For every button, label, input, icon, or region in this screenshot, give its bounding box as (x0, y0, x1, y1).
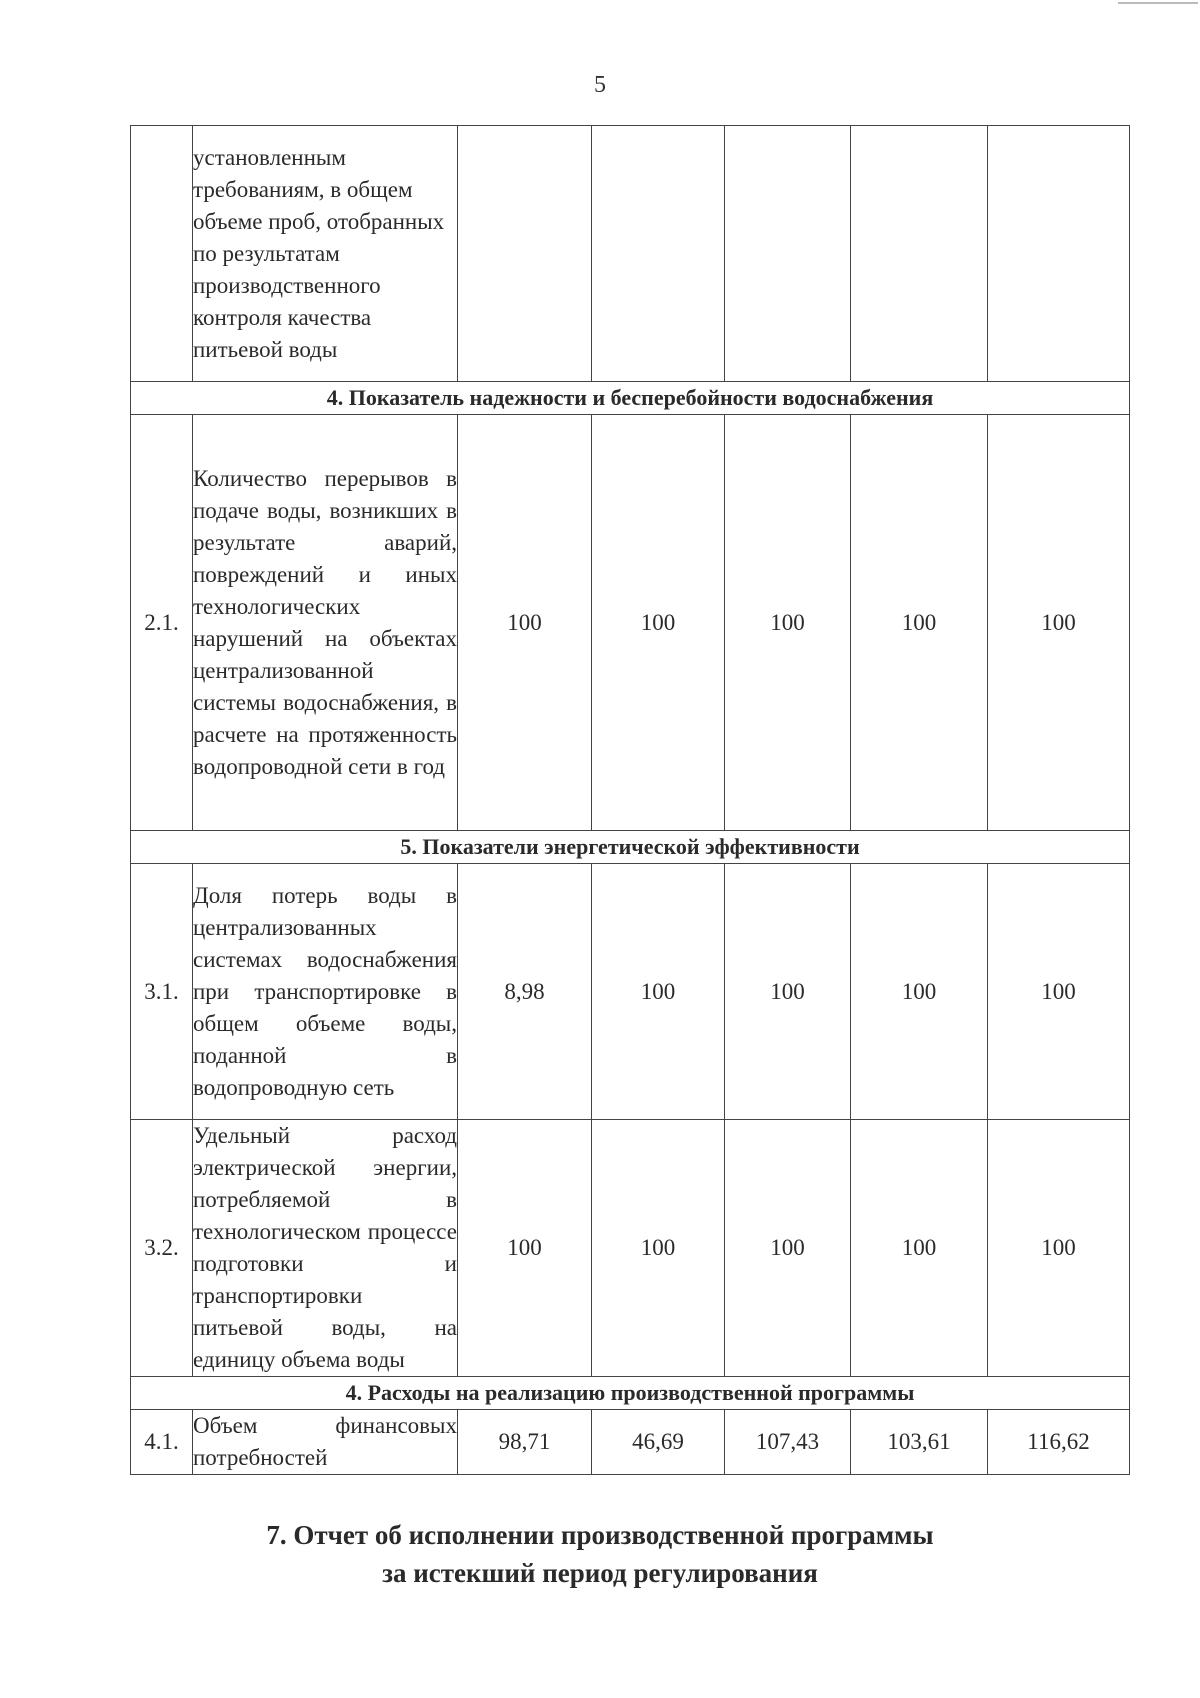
value-cell (851, 126, 988, 382)
value-cell: 100 (725, 415, 851, 831)
row-number: 2.1. (131, 415, 193, 831)
value-cell: 100 (725, 1120, 851, 1377)
value-cell: 116,62 (988, 1410, 1130, 1475)
row-description: Доля потерь воды в централизованных системах водоснабжения при транспортировке в общем объеме воды, поданной в водопроводную сеть (193, 864, 458, 1120)
row-number: 3.1. (131, 864, 193, 1120)
value-cell: 100 (988, 1120, 1130, 1377)
value-cell: 103,61 (851, 1410, 988, 1475)
value-cell: 46,69 (592, 1410, 725, 1475)
section-header-row (131, 382, 1130, 415)
row-description: установленным требованиям, в общем объеме проб, отобранных по результатам производственного контроля качества питьевой воды (193, 126, 458, 382)
row-number: 4.1. (131, 1410, 193, 1475)
page-number: 5 (594, 72, 606, 98)
heading-line-2: за истекший период регулирования (382, 1558, 818, 1588)
value-cell: 100 (592, 1120, 725, 1377)
row-number (131, 126, 193, 382)
value-cell (725, 126, 851, 382)
section-header-row (131, 1377, 1130, 1410)
table-row (131, 1120, 1130, 1377)
table-row (131, 126, 1130, 382)
value-cell: 100 (851, 864, 988, 1120)
section-title: 4. Расходы на реализацию производственной программы (131, 1377, 1130, 1410)
value-cell: 100 (851, 1120, 988, 1377)
value-cell: 100 (458, 415, 592, 831)
table-row (131, 415, 1130, 831)
value-cell: 100 (988, 415, 1130, 831)
value-cell (458, 126, 592, 382)
value-cell: 100 (592, 415, 725, 831)
section-title: 4. Показатель надежности и бесперебойности водоснабжения (131, 382, 1130, 415)
value-cell: 100 (458, 1120, 592, 1377)
row-description: Объем финансовых потребностей (193, 1410, 458, 1475)
value-cell: 8,98 (458, 864, 592, 1120)
value-cell: 100 (851, 415, 988, 831)
value-cell (592, 126, 725, 382)
row-description: Количество перерывов в подаче воды, возникших в результате аварий, повреждений и иных технологических нарушений на объектах централизованной системы водоснабжения, в расчете на протяженность водопроводной сети в год (193, 415, 458, 831)
value-cell (988, 126, 1130, 382)
heading-line-1: 7. Отчет об исполнении производственной программы (266, 1520, 934, 1550)
row-description: Удельный расход электрической энергии, потребляемой в технологическом процессе подготовки и транспортировки питьевой воды, на единицу объема воды (193, 1120, 458, 1377)
section-heading (0, 1516, 1200, 1592)
row-number: 3.2. (131, 1120, 193, 1377)
indicators-table (130, 125, 1130, 1475)
value-cell: 107,43 (725, 1410, 851, 1475)
table-row (131, 864, 1130, 1120)
section-title: 5. Показатели энергетической эффективности (131, 831, 1130, 864)
table-row (131, 1410, 1130, 1475)
value-cell: 100 (725, 864, 851, 1120)
section-header-row (131, 831, 1130, 864)
value-cell: 98,71 (458, 1410, 592, 1475)
value-cell: 100 (592, 864, 725, 1120)
scan-edge-mark (1118, 2, 1198, 4)
value-cell: 100 (988, 864, 1130, 1120)
